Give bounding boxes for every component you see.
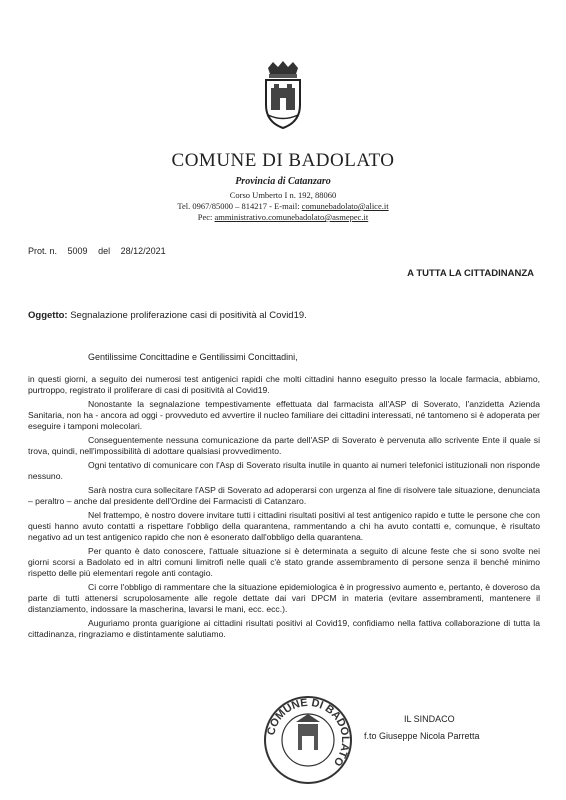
official-stamp-icon: [262, 694, 354, 786]
subject-line: [28, 310, 307, 321]
protocol-del: del: [98, 246, 111, 256]
municipal-crest-icon: [258, 60, 308, 130]
contact-line: [0, 201, 566, 211]
body-paragraph-9: Auguriamo pronta guarigione ai cittadini risultati positivi al Covid19, confidiamo nella fattiva collaborazione di tutta la cittadinanza, ringraziamo e distintamente salutiamo.: [28, 618, 540, 640]
protocol-label: Prot. n.: [28, 246, 58, 256]
signature-name: f.to Giuseppe Nicola Parretta: [364, 731, 480, 741]
protocol-line: [28, 246, 174, 256]
body-paragraph-7: Per quanto è dato conoscere, l'attuale situazione si è determinata a seguito di alcune feste che si sono svolte nei giorni scorsi a Badolato ed in altri comuni limitrofi nelle quali c'è stato grande assembramento di persone senza il benché minimo rispetto delle più elementari regole anti contagio.: [28, 545, 540, 579]
body-paragraph-4: Ogni tentativo di comunicare con l'Asp di Soverato risulta inutile in quanto ai numeri telefonici istituzionali non risponde nessuno.: [28, 459, 540, 482]
body-paragraph-5: Sarà nostra cura sollecitare l'ASP di Soverato ad adoperarsi con urgenza al fine di risolvere tale situazione, denunciata – peraltro – anche dal presidente dell'Ordine dei Farmacisti di Catanzaro.: [28, 484, 540, 507]
pec-line: [0, 212, 566, 222]
signature-title: IL SINDACO: [404, 714, 455, 724]
protocol-number: 5009: [67, 246, 88, 256]
protocol-date: 28/12/2021: [120, 246, 166, 256]
municipality-name: COMUNE DI BADOLATO: [171, 150, 395, 171]
letter-body: [28, 374, 540, 643]
province-name: Provincia di Catanzaro: [235, 176, 331, 187]
telephone-text: Tel. 0967/85000 – 814217 - E-mail:: [177, 201, 302, 211]
body-paragraph-2: Nonostante la segnalazione tempestivamente effettuata dal farmacista all'ASP di Soverato, l'anzidetta Azienda Sanitaria, non ha - ancora ad oggi - provveduto ed avvertire il nucleo familiare dei cittadini interessati, né tantomeno si è adoperata per eseguire i tamponi molecolari.: [28, 398, 540, 432]
email-link[interactable]: comunebadolato@alice.it: [301, 201, 389, 211]
pec-label: Pec:: [197, 212, 215, 222]
recipient: A TUTTA LA CITTADINANZA: [407, 268, 534, 279]
body-paragraph-3: Conseguentemente nessuna comunicazione da parte dell'ASP di Soverato è pervenuta allo scrivente Ente il quale si trova, quindi, nell'impossibilità di adottare qualsiasi provvedimento.: [28, 435, 540, 457]
subject-label: Oggetto:: [28, 310, 68, 321]
body-paragraph-6: Nel frattempo, è nostro dovere invitare tutti i cittadini risultati positivi al test antigenico rapido e tutte le persone che con questi hanno avuto contatti a rispettare l'obbligo della quarantena, rammentando a chi ha avuto contatti e, comunque, è risultato negativo ad un test antigenico rapido che non è esonerato dall'obbligo della quarantena.: [28, 509, 540, 543]
address-line: Corso Umberto I n. 192, 88060: [229, 190, 337, 200]
pec-link[interactable]: amministrativo.comunebadolato@asmepec.it: [214, 212, 369, 222]
salutation: Gentilissime Concittadine e Gentilissimi Concittadini,: [88, 352, 298, 362]
subject-text: Segnalazione proliferazione casi di positività al Covid19.: [70, 310, 307, 321]
stamp-text: COMUNE DI BADOLATO: [265, 696, 352, 769]
body-paragraph-8: Ci corre l'obbligo di rammentare che la situazione epidemiologica è in progressivo aumento e, pertanto, è doveroso da parte di tutti attenersi scrupolosamente alle regole dettate dai vari DPCM in materia (evitare assembramenti, mantenere il distanziamento, indossare la mascherina, lavarsi le mani, ecc. ecc.).: [28, 581, 540, 615]
body-paragraph-1: in questi giorni, a seguito dei numerosi test antigenici rapidi che molti cittadini hanno eseguito presso la locale farmacia, abbiamo, purtroppo, registrato il proliferare di casi di positività al Covid19.: [28, 374, 540, 396]
